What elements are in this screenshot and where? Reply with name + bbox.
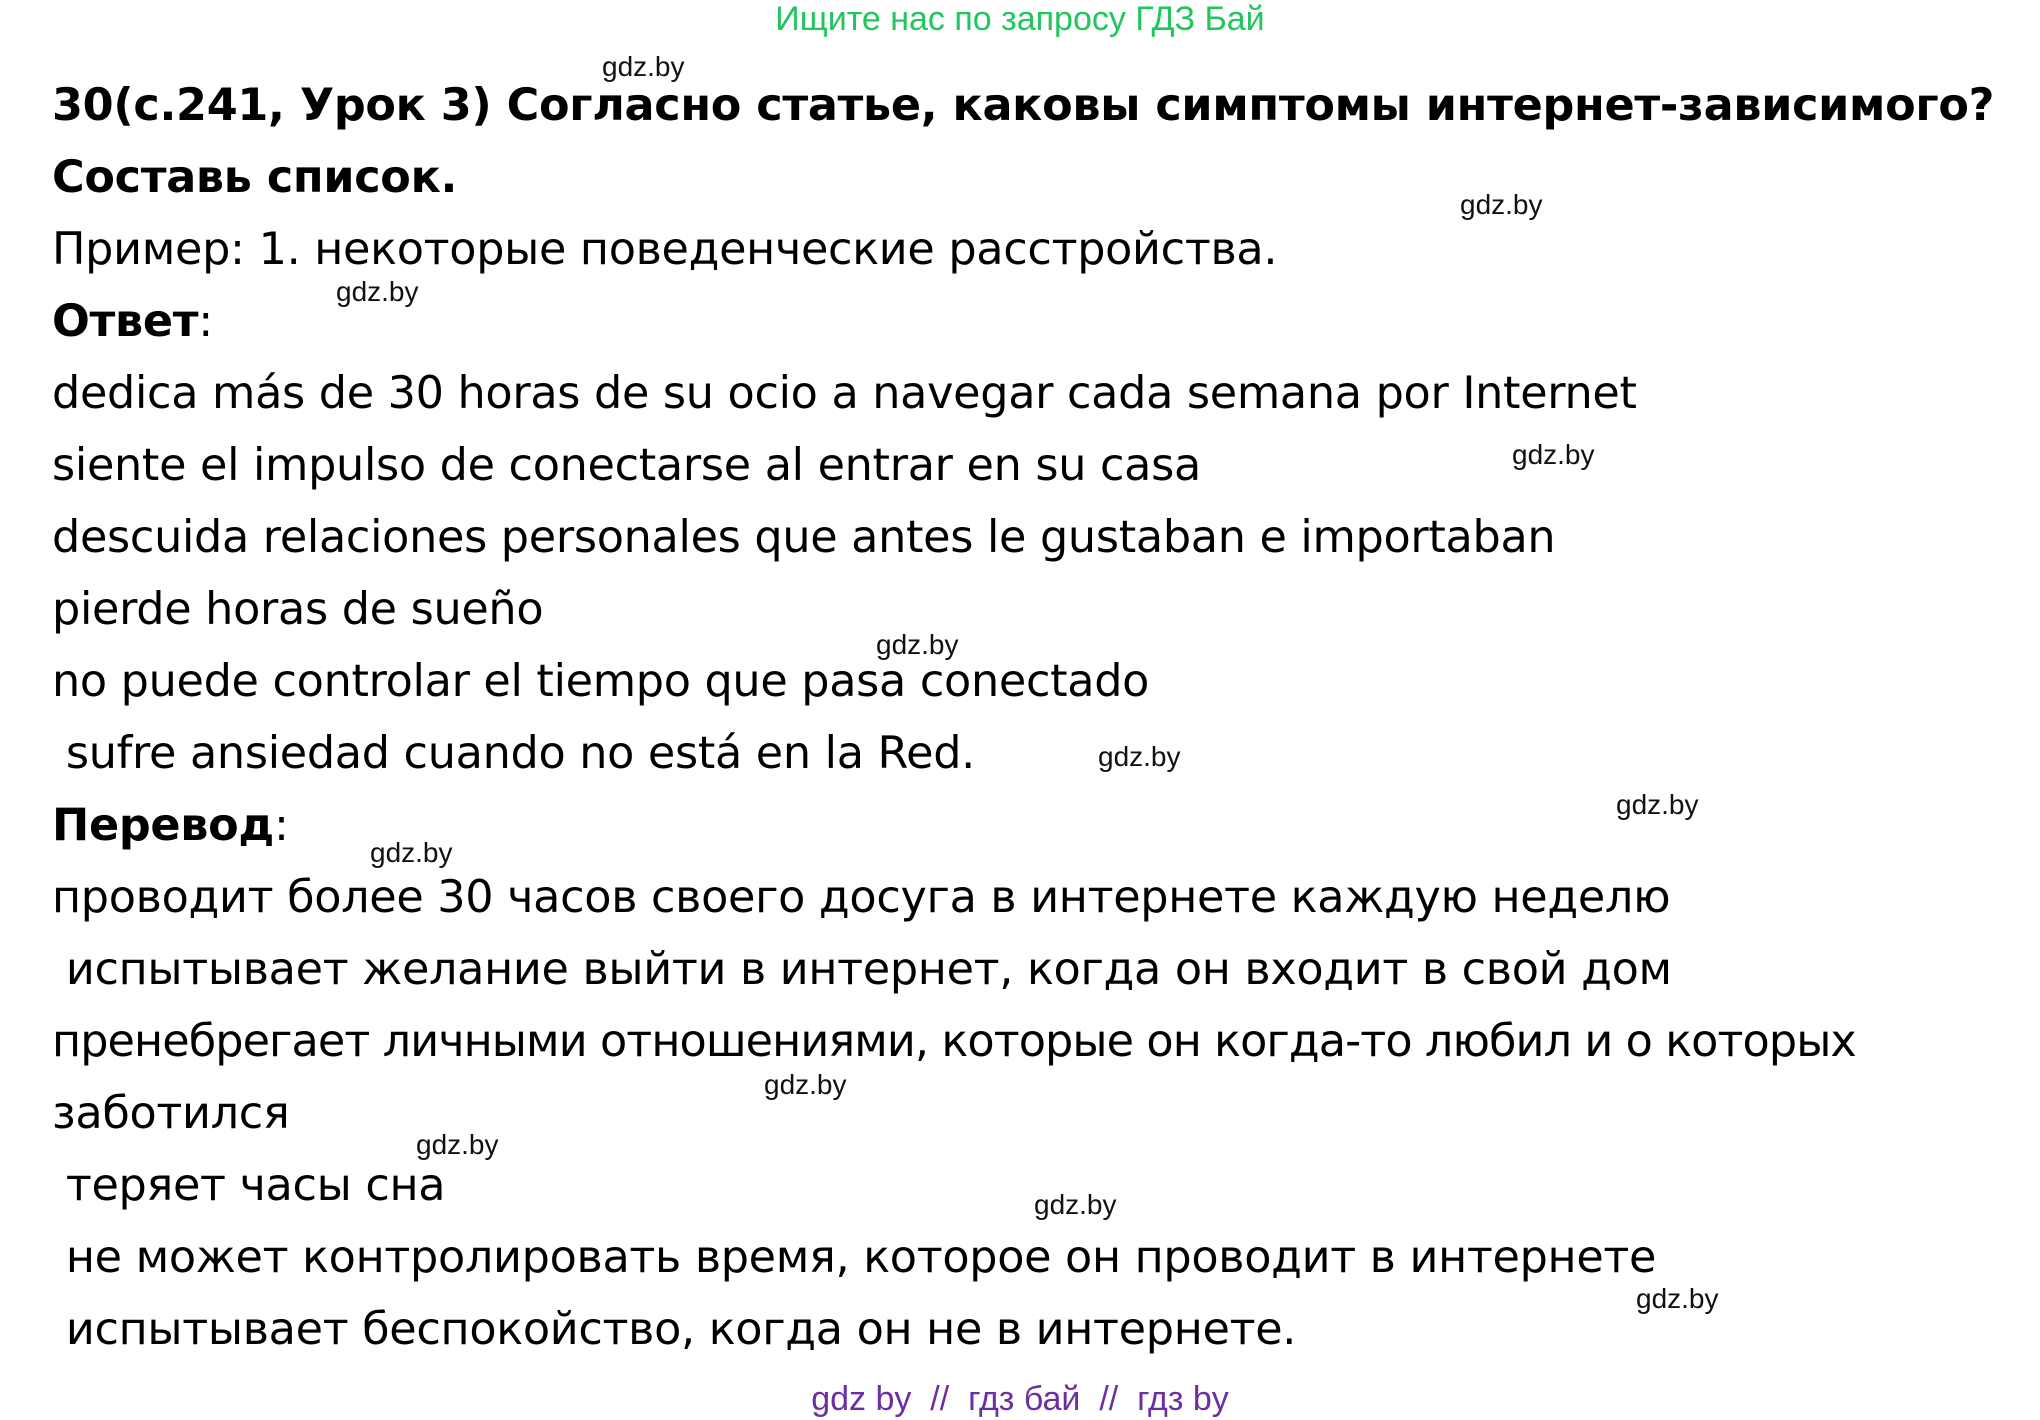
translation-colon: : xyxy=(274,800,289,851)
answer-line: no puede controlar el tiempo que pasa conectado xyxy=(52,656,1150,707)
watermark: gdz.by xyxy=(416,1129,499,1160)
translation-line: пренебрегает личными отношениями, которые он когда-то любил и о которых xyxy=(52,1016,1856,1067)
answer-line: siente el impulso de conectarse al entrar en su casa xyxy=(52,440,1201,491)
translation-line: заботился xyxy=(52,1088,290,1139)
translation-line: испытывает беспокойство, когда он не в интернете. xyxy=(52,1304,1297,1355)
footer-links: gdz by // гдз бай // гдз by xyxy=(811,1380,1229,1418)
watermark: gdz.by xyxy=(1034,1189,1117,1220)
translation-heading xyxy=(52,798,289,854)
task-heading-line-1: 30(с.241, Урок 3) Согласно статье, каковы симптомы интернет-зависимого? xyxy=(52,80,1995,131)
watermark: gdz.by xyxy=(1616,789,1699,820)
translation-line: испытывает желание выйти в интернет, когда он входит в свой дом xyxy=(52,944,1672,995)
answer-line: dedica más de 30 horas de su ocio a navegar cada semana por Internet xyxy=(52,368,1637,419)
watermark: gdz.by xyxy=(602,51,685,82)
translation-line: проводит более 30 часов своего досуга в интернете каждую неделю xyxy=(52,872,1671,923)
translation-line: теряет часы сна xyxy=(52,1160,446,1211)
translation-label: Перевод xyxy=(52,800,275,851)
watermark: gdz.by xyxy=(764,1069,847,1100)
watermark: gdz.by xyxy=(1512,439,1595,470)
search-banner: Ищите нас по запросу ГДЗ Бай xyxy=(775,0,1265,38)
task-heading-line-2: Составь список. xyxy=(52,152,458,203)
watermark: gdz.by xyxy=(876,629,959,660)
answer-line: sufre ansiedad cuando no está en la Red. xyxy=(52,728,976,779)
answer-line: pierde horas de sueño xyxy=(52,584,544,635)
watermark: gdz.by xyxy=(370,837,453,868)
answer-heading xyxy=(52,294,213,350)
translation-line: не может контролировать время, которое он проводит в интернете xyxy=(52,1232,1657,1283)
task-example: Пример: 1. некоторые поведенческие расстройства. xyxy=(52,224,1278,275)
answer-line: descuida relaciones personales que antes le gustaban e importaban xyxy=(52,512,1556,563)
watermark: gdz.by xyxy=(336,276,419,307)
watermark: gdz.by xyxy=(1636,1283,1719,1314)
watermark: gdz.by xyxy=(1460,189,1543,220)
answer-label: Ответ xyxy=(52,296,199,347)
answer-colon: : xyxy=(198,296,213,347)
watermark: gdz.by xyxy=(1098,741,1181,772)
